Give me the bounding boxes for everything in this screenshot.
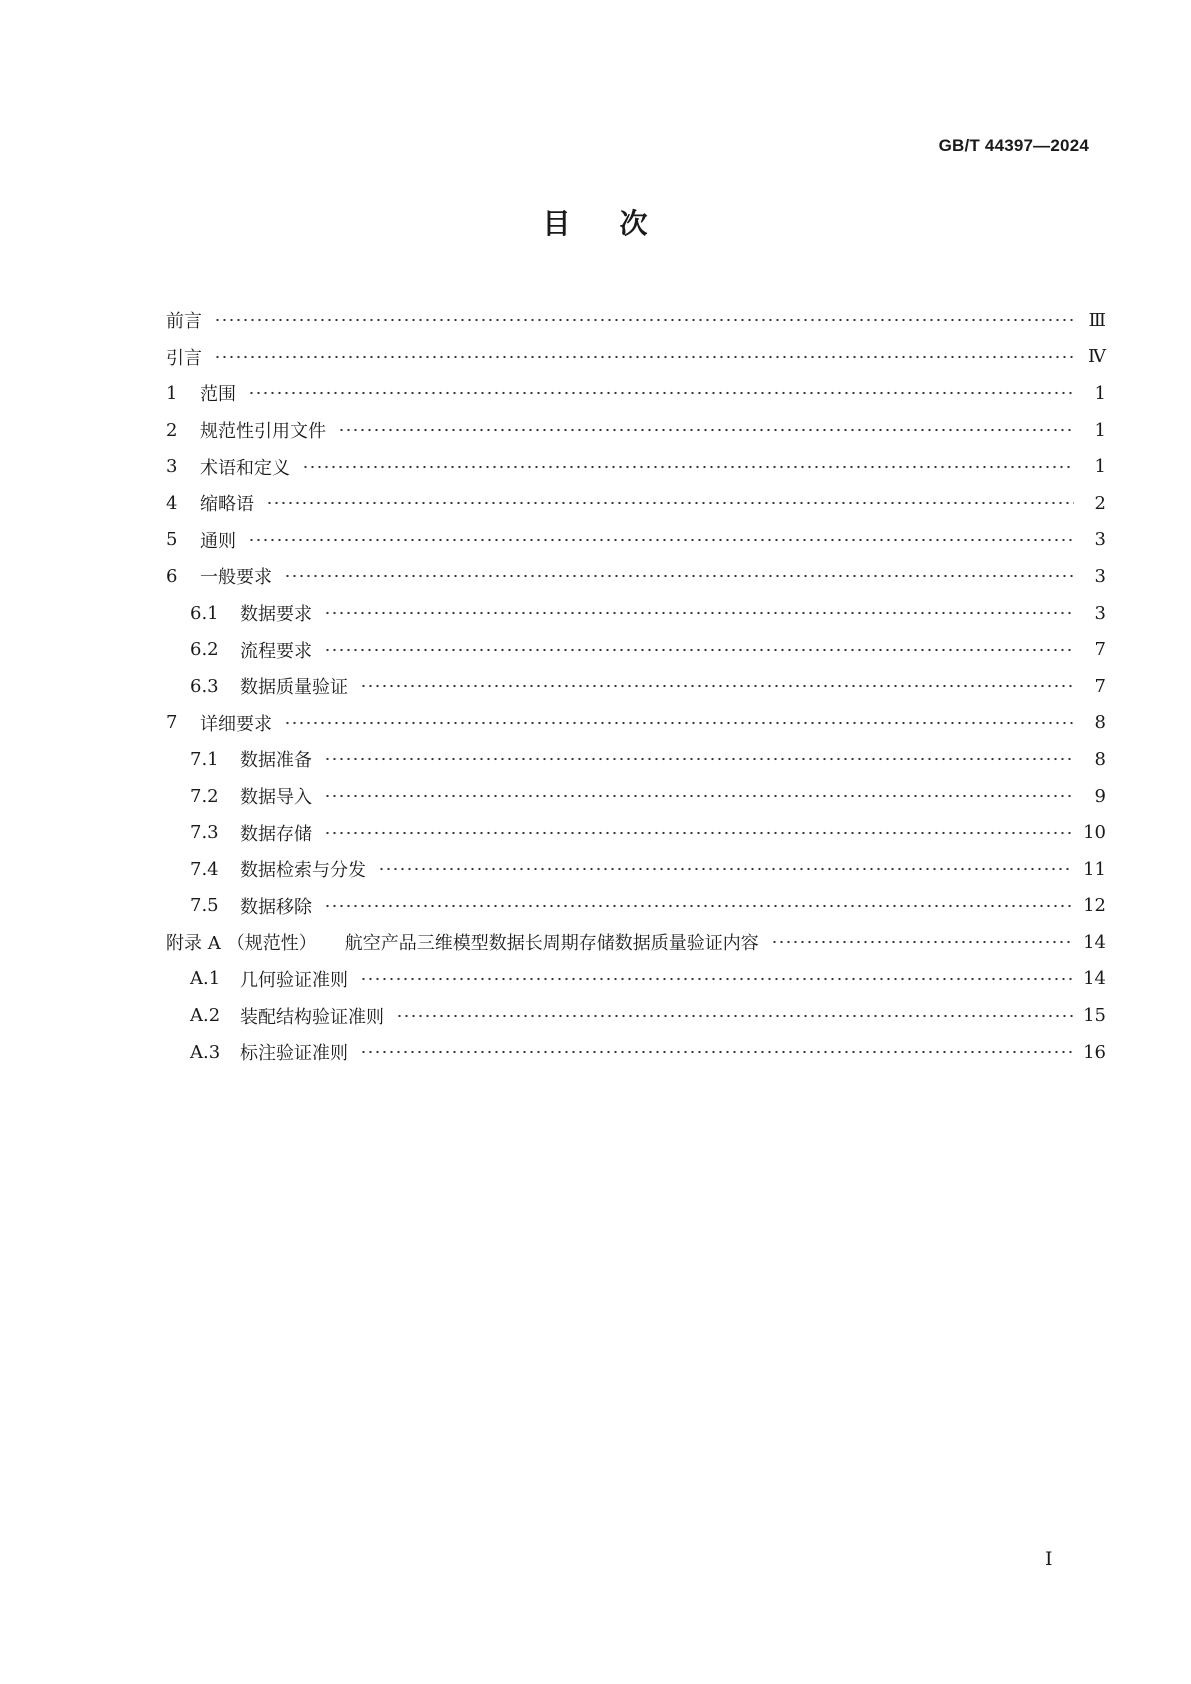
toc-entry-clause-2[interactable] <box>166 412 1106 449</box>
dot-leader <box>338 428 1074 432</box>
toc-page-number: 9 <box>1094 785 1106 807</box>
toc-entry-6-1[interactable] <box>166 595 1106 632</box>
toc-page-number: 2 <box>1094 492 1106 514</box>
toc-label: 几何验证准则 <box>240 969 348 991</box>
toc-number: 7 <box>166 712 178 734</box>
toc-entry-6-3[interactable] <box>166 668 1106 705</box>
toc-label: 规范性引用文件 <box>200 421 326 443</box>
table-of-contents <box>166 302 1106 1070</box>
toc-label: 范围 <box>200 384 236 406</box>
toc-entry-6-2[interactable] <box>166 631 1106 668</box>
toc-entry-appendix-a[interactable] <box>166 924 1106 961</box>
toc-entry-clause-4[interactable] <box>166 485 1106 522</box>
toc-number: 6.2 <box>190 639 219 661</box>
toc-entry-clause-1[interactable] <box>166 375 1106 412</box>
toc-number: 6 <box>166 565 178 587</box>
toc-number: 6.1 <box>190 602 219 624</box>
toc-label: 数据移除 <box>240 896 312 918</box>
toc-number: 7.4 <box>190 858 219 880</box>
toc-label: 详细要求 <box>200 713 272 735</box>
toc-label: 引言 <box>166 347 202 369</box>
toc-page-number: 8 <box>1094 748 1106 770</box>
toc-number: 3 <box>166 456 178 478</box>
toc-page-number: 1 <box>1094 456 1106 478</box>
toc-entry-clause-6[interactable] <box>166 558 1106 595</box>
toc-page-number: 8 <box>1094 712 1106 734</box>
dot-leader <box>324 648 1074 652</box>
page-folio: Ⅰ <box>1045 1548 1053 1570</box>
toc-number: A.3 <box>190 1041 221 1063</box>
dot-leader <box>324 904 1073 908</box>
toc-label: 缩略语 <box>200 494 254 516</box>
toc-number: 7.3 <box>190 822 219 844</box>
toc-entry-7-4[interactable] <box>166 851 1106 888</box>
toc-label: 前言 <box>166 311 202 333</box>
dot-leader <box>214 318 1074 322</box>
toc-page-number: 12 <box>1083 895 1106 917</box>
toc-number: 7.5 <box>190 895 219 917</box>
dot-leader <box>302 465 1074 469</box>
toc-label: 装配结构验证准则 <box>240 1006 384 1028</box>
title-char-2: 次 <box>619 207 649 240</box>
toc-entry-a-1[interactable] <box>166 961 1106 998</box>
toc-entry-7-3[interactable] <box>166 814 1106 851</box>
toc-label: 数据要求 <box>240 604 312 626</box>
toc-page-number: 3 <box>1094 602 1106 624</box>
toc-number: 7.1 <box>190 748 219 770</box>
dot-leader <box>396 1014 1073 1018</box>
page-title <box>0 202 1191 242</box>
toc-label: 数据质量验证 <box>240 677 348 699</box>
toc-page-number: 1 <box>1094 419 1106 441</box>
dot-leader <box>248 391 1074 395</box>
toc-entry-7-2[interactable] <box>166 778 1106 815</box>
toc-entry-clause-3[interactable] <box>166 448 1106 485</box>
toc-entry-clause-5[interactable] <box>166 522 1106 559</box>
toc-page-number: Ⅳ <box>1088 346 1106 368</box>
toc-page-number: 7 <box>1094 675 1106 697</box>
toc-label: 数据存储 <box>240 823 312 845</box>
toc-entry-introduction[interactable] <box>166 339 1106 376</box>
toc-label: 标注验证准则 <box>240 1043 348 1065</box>
toc-label: 数据准备 <box>240 750 312 772</box>
dot-leader <box>324 611 1074 615</box>
toc-number: 1 <box>166 382 178 404</box>
dot-leader <box>284 574 1074 578</box>
toc-page-number: 7 <box>1094 639 1106 661</box>
toc-label: 流程要求 <box>240 640 312 662</box>
toc-number: 6.3 <box>190 675 219 697</box>
toc-page-number: 14 <box>1083 968 1106 990</box>
dot-leader <box>266 501 1074 505</box>
dot-leader <box>324 794 1074 798</box>
toc-number: A.1 <box>190 968 221 990</box>
dot-leader <box>771 940 1073 944</box>
dot-leader <box>214 355 1074 359</box>
toc-label: 航空产品三维模型数据长周期存储数据质量验证内容 <box>344 933 759 955</box>
dot-leader <box>324 757 1074 761</box>
toc-entry-7-5[interactable] <box>166 888 1106 925</box>
toc-number: 2 <box>166 419 178 441</box>
appendix-number: 附录 A <box>166 933 221 955</box>
toc-page-number: 3 <box>1094 529 1106 551</box>
dot-leader <box>378 867 1073 871</box>
toc-entry-7-1[interactable] <box>166 741 1106 778</box>
dot-leader <box>360 684 1074 688</box>
toc-number: 7.2 <box>190 785 219 807</box>
toc-page-number: 14 <box>1083 931 1106 953</box>
toc-number: 5 <box>166 529 178 551</box>
toc-label: 通则 <box>200 530 236 552</box>
standard-code: GB/T 44397—2024 <box>938 136 1089 155</box>
toc-page-number: 3 <box>1094 565 1106 587</box>
dot-leader <box>324 831 1073 835</box>
title-char-1: 目 <box>542 207 572 240</box>
toc-number: 4 <box>166 492 178 514</box>
toc-label: 一般要求 <box>200 567 272 589</box>
toc-page-number: 16 <box>1083 1041 1106 1063</box>
toc-label: 数据导入 <box>240 787 312 809</box>
toc-entry-clause-7[interactable] <box>166 705 1106 742</box>
toc-entry-a-3[interactable] <box>166 1034 1106 1071</box>
toc-page-number: 15 <box>1083 1005 1106 1027</box>
dot-leader <box>360 1050 1073 1054</box>
dot-leader <box>360 977 1073 981</box>
toc-page-number: Ⅲ <box>1088 309 1106 331</box>
toc-entry-foreword[interactable] <box>166 302 1106 339</box>
toc-entry-a-2[interactable] <box>166 997 1106 1034</box>
toc-page-number: 1 <box>1094 382 1106 404</box>
dot-leader <box>248 538 1074 542</box>
toc-label: 数据检索与分发 <box>240 860 366 882</box>
dot-leader <box>284 721 1074 725</box>
toc-page-number: 11 <box>1083 858 1106 880</box>
toc-label: 术语和定义 <box>200 457 290 479</box>
appendix-kind: （规范性） <box>226 933 317 955</box>
toc-page-number: 10 <box>1083 822 1106 844</box>
toc-number: A.2 <box>190 1005 221 1027</box>
